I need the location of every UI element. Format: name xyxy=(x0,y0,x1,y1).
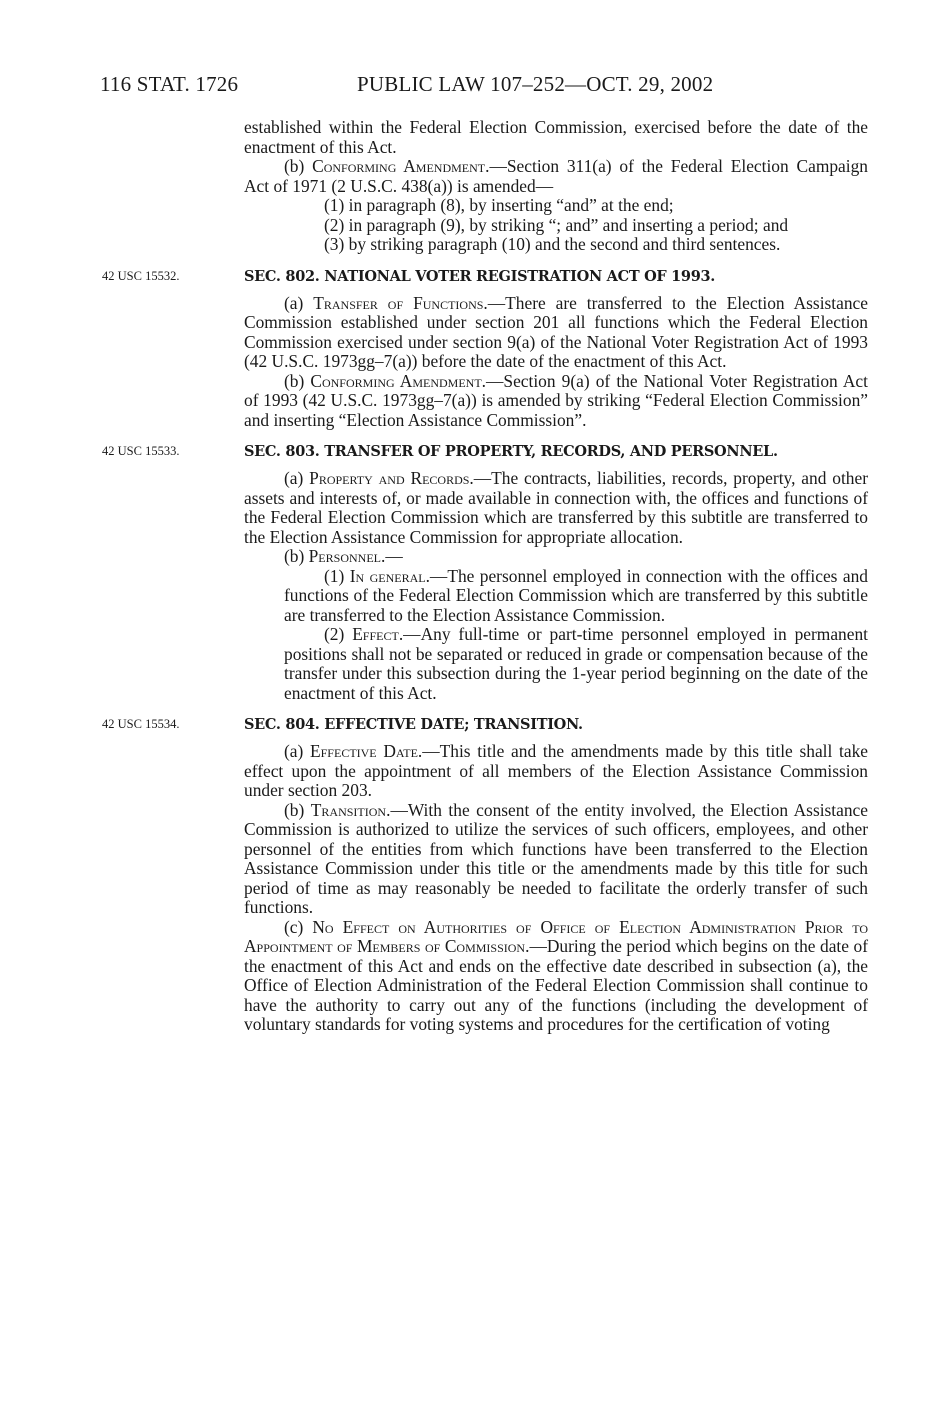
sec803-paragraph-b1 xyxy=(244,567,868,626)
section-802-heading xyxy=(102,267,868,286)
section-heading-text: SEC. 804. EFFECTIVE DATE; TRANSITION. xyxy=(244,716,583,733)
subsection-text: .—Section 9(a) of the National Voter Registration Act of 1993 (42 U.S.C. 1973gg–7(a)) is amended by striking “Federal Election Commission” and inserting “Election Assistance Commission”. xyxy=(244,370,868,430)
subsection-heading: Conforming Amendment xyxy=(312,156,486,176)
page-stat-citation: 116 STAT. 1726 xyxy=(100,72,239,96)
usc-margin-note: 42 USC 15532. xyxy=(102,268,180,283)
subsection-label: (a) xyxy=(284,468,310,488)
usc-margin-note: 42 USC 15533. xyxy=(102,444,180,458)
subsection-heading: Conforming Amendment xyxy=(310,370,482,391)
section-heading-text: SEC. 802. NATIONAL VOTER REGISTRATION ACT OF 1993. xyxy=(244,267,716,285)
sec804-subsection-a xyxy=(244,742,868,801)
subsection-text: .—Section 311(a) of the Federal Election Campaign Act of 1971 (2 U.S.C. 438(a)) is amended— xyxy=(244,156,868,196)
sec804-subsection-b xyxy=(244,801,868,918)
paragraph-label: (2) xyxy=(324,624,353,644)
subsection-label: (b) xyxy=(284,156,313,176)
subsection-heading: Personnel xyxy=(308,546,381,566)
subsection-text: .—During the period which begins on the date of the enactment of this Act and ends on the effective date described in subsection (a), the Office of Election Administration of the Federal Election Commission shall continue to have the authority to carry out any of the functions (including the development of voluntary standards for voting systems and procedures for the certification of voting xyxy=(244,936,868,1034)
paragraph-label: (1) xyxy=(324,565,350,586)
paragraph-item-3: (3) by striking paragraph (10) and the second and third sentences. xyxy=(324,234,781,254)
subsection-heading: No Effect on Authorities of Office of Election Administration Prior to Appointment of Members of Commission xyxy=(244,916,868,956)
sec803-subsection-b xyxy=(244,547,868,567)
subsection-text: .—The contracts, liabilities, records, property, and other assets and interests of, or made available in connection with, the offices and functions of the Federal Election Commission which are transferred by this subtitle are transferred to the Election Assistance Commission for appropriate allocation. xyxy=(244,468,868,547)
document-body xyxy=(102,117,869,1035)
continued-paragraph: established within the Federal Election Commission, exercised before the date of the enactment of this Act. xyxy=(244,117,868,157)
subsection-text: .—With the consent of the entity involved, the Election Assistance Commission is authorized to utilize the services of such officers, employees, and other personnel of the entities from which functions have been transferred to the Election Assistance Commission under this title or the amendments made by this title for such period of time as may reasonably be needed to facilitate the orderly transfer of such functions. xyxy=(244,799,868,917)
sec803-paragraph-b2 xyxy=(244,625,868,703)
paragraph-text: .—Any full-time or part-time personnel employed in permanent positions shall not be separated or reduced in grade or compensation because of the transfer under this subsection during the 1-year period beginning on the date of the enactment of this Act. xyxy=(284,624,868,703)
paragraph-heading: Effect xyxy=(352,624,399,644)
subsection-heading: Property and Records xyxy=(309,468,470,488)
sec804-subsection-c xyxy=(244,918,868,1035)
subsection-heading: Effective Date xyxy=(310,741,418,761)
sec802-subsection-b xyxy=(244,372,868,431)
subsection-label: (c) xyxy=(284,916,313,937)
subsection-text: .—This title and the amendments made by this title shall take effect upon the appointment of all members of the Election Assistance Commission under section 203. xyxy=(244,741,869,800)
subsection-label: (a) xyxy=(284,292,314,313)
subsection-heading: Transition xyxy=(310,799,387,820)
sec802-subsection-a xyxy=(244,294,868,372)
subsection-label: (b) xyxy=(284,370,311,391)
sec803-subsection-a xyxy=(244,469,868,547)
usc-margin-note: 42 USC 15534. xyxy=(102,717,180,731)
paragraph-item-1: (1) in paragraph (8), by inserting “and” at the end; xyxy=(324,195,674,215)
subsection-text: .—There are transferred to the Election Assistance Commission established under section 201 all functions which the Federal Election Commission exercised under section 9(a) of the National Voter Registration Act of 1993 (42 U.S.C. 1973gg–7(a)) before the date of the enactment of this Act. xyxy=(244,292,868,371)
subsection-text: .— xyxy=(380,546,403,566)
paragraph-heading: In general xyxy=(349,565,426,586)
section-804-heading xyxy=(102,715,868,734)
subsection-label: (a) xyxy=(284,741,311,761)
subsection-label: (b) xyxy=(284,799,311,820)
paragraph-text: .—The personnel employed in connection with the offices and functions of the Federal Election Commission which are transferred by this subtitle are transferred to the Election Assistance Commission. xyxy=(284,565,868,625)
subsection-b-conforming xyxy=(244,157,868,196)
subsection-label: (b) xyxy=(284,546,309,566)
running-header-title: PUBLIC LAW 107–252—OCT. 29, 2002 xyxy=(357,72,714,96)
section-803-heading xyxy=(102,442,868,461)
paragraph-item-2: (2) in paragraph (9), by striking “; and” and inserting a period; and xyxy=(324,214,789,235)
subsection-heading: Transfer of Functions xyxy=(313,292,484,313)
section-heading-text: SEC. 803. TRANSFER OF PROPERTY, RECORDS, AND PERSONNEL. xyxy=(244,443,778,460)
